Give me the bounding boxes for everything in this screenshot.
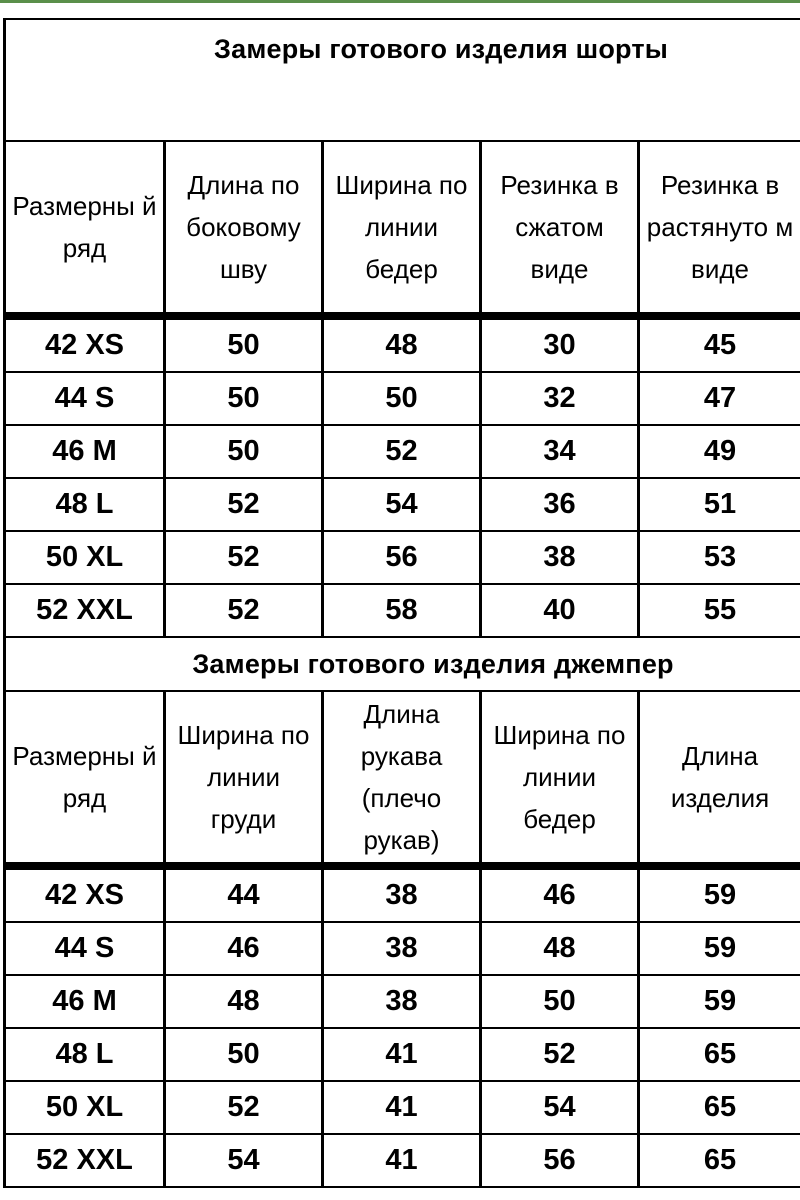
value-cell: 65 bbox=[639, 1134, 800, 1187]
jumper-header-length bbox=[639, 691, 800, 865]
value-cell: 59 bbox=[639, 869, 800, 922]
value-cell: 48 bbox=[165, 975, 323, 1028]
size-cell: 42 XS bbox=[5, 319, 165, 372]
value-cell: 50 bbox=[323, 372, 481, 425]
size-cell: 50 XL bbox=[5, 531, 165, 584]
value-cell: 54 bbox=[165, 1134, 323, 1187]
value-cell: 51 bbox=[639, 478, 800, 531]
value-cell: 52 bbox=[165, 584, 323, 637]
table-row bbox=[5, 531, 800, 584]
shorts-title-cell bbox=[5, 19, 800, 141]
value-cell: 41 bbox=[323, 1081, 481, 1134]
size-chart-table bbox=[3, 18, 800, 1188]
value-cell: 52 bbox=[165, 478, 323, 531]
value-cell: 56 bbox=[323, 531, 481, 584]
value-cell: 46 bbox=[165, 922, 323, 975]
value-cell: 54 bbox=[481, 1081, 639, 1134]
size-cell: 44 S bbox=[5, 372, 165, 425]
table-row bbox=[5, 425, 800, 478]
shorts-header-side-length-text: Длина по боковому шву bbox=[186, 170, 301, 284]
value-cell: 52 bbox=[323, 425, 481, 478]
size-cell: 52 XXL bbox=[5, 584, 165, 637]
value-cell: 58 bbox=[323, 584, 481, 637]
value-cell: 38 bbox=[323, 922, 481, 975]
table-row bbox=[5, 1081, 800, 1134]
value-cell: 50 bbox=[165, 319, 323, 372]
jumper-title: Замеры готового изделия джемпер bbox=[192, 648, 674, 679]
shorts-header-elastic-stretched-text: Резинка в растянуто м виде bbox=[646, 170, 794, 284]
value-cell: 30 bbox=[481, 319, 639, 372]
value-cell: 40 bbox=[481, 584, 639, 637]
table-row bbox=[5, 922, 800, 975]
value-cell: 34 bbox=[481, 425, 639, 478]
value-cell: 59 bbox=[639, 975, 800, 1028]
value-cell: 50 bbox=[165, 425, 323, 478]
shorts-header-size-text: Размерны й ряд bbox=[12, 191, 157, 263]
jumper-header-sleeve-length bbox=[323, 691, 481, 865]
table-row bbox=[5, 1134, 800, 1187]
value-cell: 38 bbox=[323, 975, 481, 1028]
size-cell: 42 XS bbox=[5, 869, 165, 922]
jumper-title-row bbox=[5, 637, 800, 691]
size-cell: 50 XL bbox=[5, 1081, 165, 1134]
value-cell: 48 bbox=[481, 922, 639, 975]
value-cell: 55 bbox=[639, 584, 800, 637]
size-chart-sheet bbox=[3, 18, 800, 1188]
table-row bbox=[5, 1028, 800, 1081]
jumper-header-sleeve-length-text: Длина рукава (плечо рукав) bbox=[360, 699, 443, 855]
shorts-header-row bbox=[5, 141, 800, 315]
table-row bbox=[5, 319, 800, 372]
jumper-header-row bbox=[5, 691, 800, 865]
jumper-header-hip-width-text: Ширина по линии бедер bbox=[493, 720, 626, 834]
jumper-header-chest-width-text: Ширина по линии груди bbox=[177, 720, 310, 834]
size-cell: 48 L bbox=[5, 478, 165, 531]
value-cell: 46 bbox=[481, 869, 639, 922]
value-cell: 38 bbox=[323, 869, 481, 922]
value-cell: 48 bbox=[323, 319, 481, 372]
value-cell: 45 bbox=[639, 319, 800, 372]
size-cell: 44 S bbox=[5, 922, 165, 975]
shorts-header-side-length bbox=[165, 141, 323, 315]
jumper-header-hip-width bbox=[481, 691, 639, 865]
table-row bbox=[5, 584, 800, 637]
size-cell: 46 M bbox=[5, 975, 165, 1028]
jumper-header-chest-width bbox=[165, 691, 323, 865]
value-cell: 52 bbox=[165, 1081, 323, 1134]
value-cell: 50 bbox=[165, 372, 323, 425]
shorts-header-hip-width-text: Ширина по линии бедер bbox=[335, 170, 468, 284]
value-cell: 52 bbox=[481, 1028, 639, 1081]
table-row bbox=[5, 975, 800, 1028]
value-cell: 50 bbox=[481, 975, 639, 1028]
jumper-header-length-text: Длина изделия bbox=[670, 741, 770, 813]
size-cell: 48 L bbox=[5, 1028, 165, 1081]
shorts-header-elastic-stretched bbox=[639, 141, 800, 315]
jumper-header-size bbox=[5, 691, 165, 865]
shorts-header-elastic-compressed bbox=[481, 141, 639, 315]
size-cell: 52 XXL bbox=[5, 1134, 165, 1187]
value-cell: 65 bbox=[639, 1081, 800, 1134]
value-cell: 65 bbox=[639, 1028, 800, 1081]
value-cell: 36 bbox=[481, 478, 639, 531]
value-cell: 52 bbox=[165, 531, 323, 584]
shorts-title-row bbox=[5, 19, 800, 141]
value-cell: 38 bbox=[481, 531, 639, 584]
value-cell: 41 bbox=[323, 1134, 481, 1187]
shorts-header-hip-width bbox=[323, 141, 481, 315]
value-cell: 41 bbox=[323, 1028, 481, 1081]
size-cell: 46 M bbox=[5, 425, 165, 478]
shorts-header-elastic-compressed-text: Резинка в сжатом виде bbox=[500, 170, 619, 284]
table-row bbox=[5, 372, 800, 425]
value-cell: 47 bbox=[639, 372, 800, 425]
value-cell: 53 bbox=[639, 531, 800, 584]
jumper-title-cell bbox=[5, 637, 800, 691]
shorts-title: Замеры готового изделия шорты bbox=[214, 34, 669, 64]
value-cell: 54 bbox=[323, 478, 481, 531]
value-cell: 56 bbox=[481, 1134, 639, 1187]
value-cell: 59 bbox=[639, 922, 800, 975]
shorts-header-size bbox=[5, 141, 165, 315]
value-cell: 32 bbox=[481, 372, 639, 425]
table-row bbox=[5, 869, 800, 922]
value-cell: 44 bbox=[165, 869, 323, 922]
table-row bbox=[5, 478, 800, 531]
top-accent-line bbox=[0, 0, 800, 3]
jumper-header-size-text: Размерны й ряд bbox=[12, 741, 157, 813]
value-cell: 50 bbox=[165, 1028, 323, 1081]
value-cell: 49 bbox=[639, 425, 800, 478]
